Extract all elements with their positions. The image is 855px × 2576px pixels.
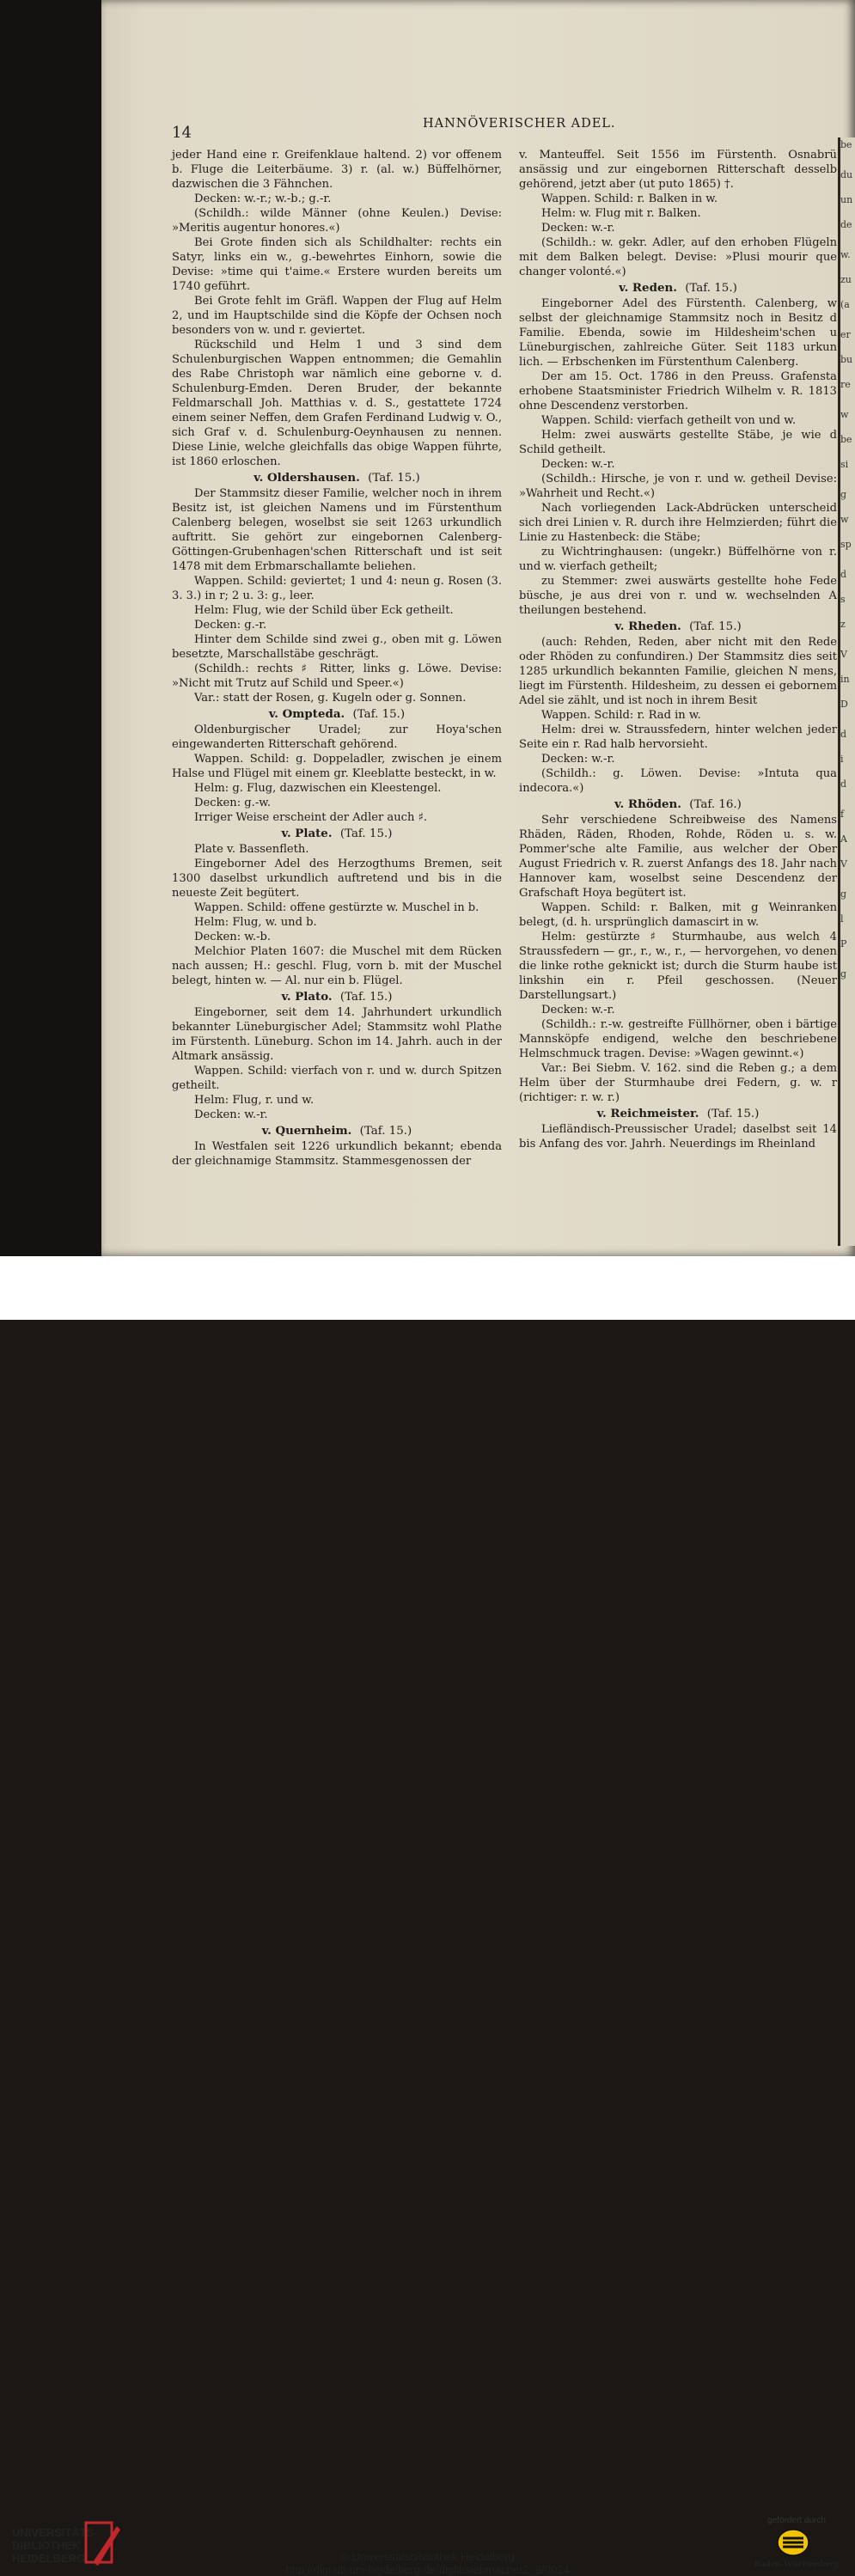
paragraph: Helm: drei w. Straussfedern, hinter welchen jeder Seite ein r. Rad halb hervorsieht. <box>519 723 837 751</box>
adjacent-page-edge <box>838 137 855 1246</box>
paragraph: Melchior Platen 1607: die Muschel mit dem Rücken nach aussen; H.: geschl. Flug, vorn b. mit der Muschel belegt, hinten w. — Al. nur ein b. Flügel. <box>172 945 502 987</box>
margin-fragment: de <box>840 219 852 230</box>
paragraph: Nach vorliegenden Lack-Abdrücken unterscheid sich drei Linien v. R. durch ihre Helmzierden; führt die Linie zu Hastenbeck: die Stäbe; <box>519 502 837 544</box>
logo-line: BIBLIOTHEK <box>12 2539 81 2552</box>
plate-reference: (Taf. 15.) <box>368 472 420 485</box>
paragraph: zu Stemmer: zwei auswärts gestellte hohe Fede büsche, je aus drei von r. und w. wechselnden A theilungen bestehend. <box>519 575 837 617</box>
margin-fragment: d <box>840 569 847 580</box>
family-name: v. Reden. <box>619 281 677 295</box>
paragraph: (Schildh.: g. Löwen. Devise: »Intuta qua indecora.«) <box>519 767 837 795</box>
family-name: v. Oldershausen. <box>253 471 360 485</box>
paragraph: Helm: Flug, w. und b. <box>194 916 317 929</box>
paragraph: Bei Grote fehlt im Gräfl. Wappen der Flug auf Helm 2, und im Hauptschilde sind die Köpfe der Ochsen noch besonders von w. und r. geviertet. <box>172 295 502 337</box>
right-text-column <box>519 148 837 1151</box>
entry-heading <box>519 281 837 296</box>
entry-heading <box>519 797 837 812</box>
paragraph: (Schildh.: wilde Männer (ohne Keulen.) Devise: »Meritis augentur honores.«) <box>172 207 502 235</box>
family-name: v. Plate. <box>281 827 333 840</box>
paragraph: (auch: Rehden, Reden, aber nicht mit den Rede oder Rhöden zu confundiren.) Der Stammsitz dies seit 1285 urkundlich bekannten Familie, gleichen N mens, liegt im Fürstenth. Hildesheim, zu dessen ei gebornem Adel sie zählt, und ist noch in ihrem Besit <box>519 636 837 707</box>
plate-reference: (Taf. 15.) <box>339 827 393 840</box>
funder-label: Baden-Württemberg <box>754 2559 840 2569</box>
paragraph: Wappen. Schild: g. Doppeladler, zwischen je einem Halse und Flügel mit einem gr. Kleeblatte besteckt, in w. <box>172 753 502 780</box>
paragraph: Plate v. Bassenfleth. <box>194 843 309 856</box>
entry-heading <box>519 1107 837 1121</box>
paragraph: Bei Grote finden sich als Schildhalter: rechts ein Satyr, links ein w., g.-bewehrtes Einhorn, sowie die Devise: »time qui t'aime.« Erstere wurden bereits um 1740 geführt. <box>172 236 502 293</box>
plate-reference: (Taf. 15.) <box>352 708 406 721</box>
paragraph: v. Manteuffel. Seit 1556 im Fürstenth. Osnabrü ansässig und zur eingebornen Ritterschaft desselb gehörend, jetzt aber (ut puto 1865) †. <box>519 149 837 191</box>
paragraph: (Schildh.: w. gekr. Adler, auf den erhoben Flügeln mit dem Balken belegt. Devise: »Plusi mourir que changer volonté.«) <box>519 236 837 278</box>
plate-reference: (Taf. 15.) <box>685 282 737 295</box>
family-name: v. Plato. <box>281 990 333 1004</box>
margin-fragment: bu <box>840 354 853 365</box>
plate-reference: (Taf. 15.) <box>359 1125 412 1138</box>
margin-fragment: d <box>840 729 847 740</box>
paragraph: (Schildh.: rechts ♯ Ritter, links g. Löwe. Devise: »Nicht mit Trutz auf Schild und Speer.«) <box>172 662 502 690</box>
margin-fragment: du <box>840 169 853 180</box>
paragraph: Eingeborner, seit dem 14. Jahrhundert urkundlich bekannter Lüneburgischer Adel; Stammsitz wohl Plathe im Fürstenth. Lüneburg. Schon im 14. Jahrh. auch in der Altmark ansässig. <box>172 1006 502 1063</box>
margin-fragment: f <box>840 809 845 820</box>
paragraph: Der Stammsitz dieser Familie, welcher noch in ihrem Besitz ist, ist gleichen Namens und im Fürstenthum Calenberg belegen, woselbst sie seit 1263 urkundlich auftritt. Sie gehört zur eingebornen Calenberg-Göttingen-Grubenhagen'schen Ritterschaft und ist seit 1478 mit dem Erbmarschallamte beliehen. <box>172 487 502 573</box>
plate-reference: (Taf. 15.) <box>706 1108 760 1120</box>
margin-fragment: be <box>840 139 852 150</box>
family-name: v. Rheden. <box>614 620 681 633</box>
paragraph: Helm: g. Flug, dazwischen ein Kleestengel. <box>194 782 442 795</box>
margin-fragment: w <box>840 514 849 525</box>
paragraph: (Schildh.: r.-w. gestreifte Füllhörner, oben i bärtige Mannsköpfe endigend, welche den beschriebene Helmschmuck tragen. Devise: »Wagen gewinnt.«) <box>519 1018 837 1060</box>
margin-fragment: (a <box>840 299 850 310</box>
logo-line: UNIVERSITÄTS- <box>12 2526 98 2539</box>
paragraph: Helm: zwei auswärts gestellte Stäbe, je wie d Schild getheilt. <box>519 429 837 456</box>
margin-fragment: un <box>840 194 853 205</box>
paragraph: Der am 15. Oct. 1786 in den Preuss. Grafensta erhobene Staatsminister Friedrich Wilhelm v. R. 1813 ohne Descendenz verstorben. <box>519 370 837 412</box>
entry-heading <box>172 990 502 1004</box>
paragraph: In Westfalen seit 1226 urkundlich bekannt; ebenda der gleichnamige Stammsitz. Stammesgenossen der <box>172 1140 502 1168</box>
margin-fragment: V <box>840 649 847 660</box>
family-name: v. Quernheim. <box>261 1124 352 1138</box>
paragraph: Helm: Flug, r. und w. <box>194 1094 315 1107</box>
paragraph: Decken: w.-r.; w.-b.; g.-r. <box>194 192 332 205</box>
paragraph: Decken: w.-r. <box>541 753 615 766</box>
paragraph: Var.: Bei Siebm. V. 162. sind die Reben g.; a dem Helm über der Sturmhaube drei Federn, g. w. r (richtiger: r. w. r.) <box>519 1062 837 1104</box>
paragraph: Wappen. Schild: vierfach getheilt von und w. <box>541 414 797 427</box>
left-text-column <box>172 148 502 1169</box>
funded-by-label: gefördert durch <box>767 2516 826 2525</box>
copyright-text: © Universitätsbibliothek Heidelberg <box>340 2550 515 2563</box>
margin-fragment: si <box>840 459 849 470</box>
margin-fragment: z <box>840 619 846 630</box>
paragraph: Helm: gestürzte ♯ Sturmhaube, aus welch 4 Straussfedern — gr., r., w., r., — hervorgehen, vo denen die linke rothe geknickt ist; durch die Sturm haube ist linkshin ein r. Pfeil geschossen. (Neuer Darstellungsart.) <box>519 931 837 1002</box>
paragraph: Decken: w.-r. <box>194 1108 268 1121</box>
margin-fragment: d <box>840 778 847 790</box>
entry-heading <box>172 707 502 722</box>
paragraph: zu Wichtringhausen: (ungekr.) Büffelhörne von r. und w. vierfach getheilt; <box>519 546 837 573</box>
paragraph: Decken: w.-r. <box>541 1004 615 1016</box>
paragraph: Oldenburgischer Uradel; zur Hoya'schen eingewanderten Ritterschaft gehörend. <box>172 723 502 751</box>
paragraph: Wappen. Schild: geviertet; 1 und 4: neun g. Rosen (3. 3. 3.) in r; 2 u. 3: g., leer. <box>172 575 502 602</box>
paragraph: Decken: w.-r. <box>541 222 615 235</box>
paragraph: Eingeborner Adel des Herzogthums Bremen, seit 1300 daselbst urkundlich auftretend und bis in die neueste Zeit begütert. <box>172 858 502 900</box>
paragraph: Decken: w.-r. <box>541 458 615 471</box>
paragraph: Helm: Flug, wie der Schild über Eck getheilt. <box>194 604 454 617</box>
paragraph: Liefländisch-Preussischer Uradel; daselbst seit 14 bis Anfang des vor. Jahrh. Neuerdings im Rheinland <box>519 1123 837 1151</box>
margin-fragment: er <box>840 329 851 340</box>
paragraph: Var.: statt der Rosen, g. Kugeln oder g. Sonnen. <box>194 692 467 705</box>
margin-fragment: i <box>840 754 844 765</box>
page-number: 14 <box>172 124 192 142</box>
paragraph: Hinter dem Schilde sind zwei g., oben mit g. Löwen besetzte, Marschallstäbe geschrägt. <box>172 633 502 661</box>
running-head: HANNÖVERISCHER ADEL. <box>423 117 616 131</box>
margin-fragment: g <box>840 968 847 980</box>
paragraph: Decken: g.-r. <box>194 619 267 632</box>
margin-fragment: A <box>840 833 847 845</box>
margin-fragment: re <box>840 379 851 390</box>
margin-fragment: be <box>840 434 852 445</box>
margin-fragment: P <box>840 938 847 949</box>
margin-fragment: sp <box>840 539 852 550</box>
margin-fragment: s <box>840 594 846 605</box>
logo-line: HEIDELBERG <box>12 2552 86 2565</box>
paragraph: Eingeborner Adel des Fürstenth. Calenberg, w selbst der gleichnamige Stammsitz noch in Besitz d Familie. Ebenda, sowie im Hildesheim'schen u Lüneburgischen, zahlreiche Güter. Seit 1183 urkun lich. — Erbschenken im Fürstenthum Calenberg. <box>519 297 837 369</box>
entry-heading <box>172 1124 502 1138</box>
scan-area <box>0 0 855 1256</box>
paragraph: Wappen. Schild: r. Rad in w. <box>541 709 701 722</box>
paragraph: (Schildh.: Hirsche, je von r. und w. getheil Devise: »Wahrheit und Recht.«) <box>519 473 837 500</box>
margin-fragment: w. <box>840 249 851 260</box>
paragraph: Wappen. Schild: r. Balken in w. <box>541 192 718 205</box>
paragraph: Decken: w.-b. <box>194 931 272 943</box>
entry-heading <box>519 620 837 634</box>
permalink[interactable]: http://digi.ub.uni-heidelberg.de/diglit/siebmacher2_9/0024 <box>285 2563 570 2576</box>
paragraph: Irriger Weise erscheint der Adler auch ♯. <box>194 811 428 824</box>
family-name: v. Ompteda. <box>268 707 345 721</box>
plate-reference: (Taf. 15.) <box>339 991 393 1004</box>
paragraph: Wappen. Schild: r. Balken, mit g Weinranken belegt, (d. h. ursprünglich damascirt in w. <box>519 901 837 929</box>
entry-heading <box>172 827 502 841</box>
margin-fragment: zu <box>840 274 852 285</box>
paragraph: Decken: g.-w. <box>194 797 272 809</box>
paragraph: Sehr verschiedene Schreibweise des Namens Rhäden, Räden, Rhoden, Rohde, Röden u. s. w. Pommer'sche alte Familie, aus welcher der Ober August Friedrich v. R. zuerst Anfangs des 18. Jahr nach Hannover kam, woselbst seine Descendenz der Grafschaft Hoya begütert ist. <box>519 814 837 900</box>
paragraph: Wappen. Schild: vierfach von r. und w. durch Spitzen getheilt. <box>172 1065 502 1092</box>
paragraph: Helm: w. Flug mit r. Balken. <box>541 207 701 220</box>
margin-fragment: V <box>840 858 847 870</box>
margin-fragment: D <box>840 699 848 710</box>
family-name: v. Rhöden. <box>614 797 681 811</box>
baden-wuerttemberg-coat-of-arms-icon <box>776 2528 810 2557</box>
family-name: v. Reichmeister. <box>596 1107 699 1120</box>
paragraph: jeder Hand eine r. Greifenklaue haltend. 2) vor offenem b. Fluge die Leiterbäume. 3) r. (al. w.) Büffelhörner, dazwischen die 3 Fähnchen. <box>172 149 502 191</box>
paragraph: Rückschild und Helm 1 und 3 sind dem Schulenburgischen Wappen entnommen; die Gemahlin des Rabe Christoph war nämlich eine geborne v. d. Schulenburg-Emden. Deren Bruder, der bekannte Feldmarschall Joh. Matthias v. d. S., gestattete 1724 einem seiner Neffen, dem Grafen Ferdinand Ludwig v. O., sich Graf v. d. Schulenburg-Oeynhausen zu nennen. Diese Linie, welche gleichfalls das obige Wappen führte, ist 1860 erloschen. <box>172 339 502 468</box>
paragraph: Wappen. Schild: offene gestürzte w. Muschel in b. <box>194 901 479 914</box>
footer-bar <box>0 1256 855 2576</box>
margin-fragment: g <box>840 888 847 900</box>
margin-fragment: g <box>840 489 847 500</box>
margin-fragment: in <box>840 674 850 685</box>
footer-credit <box>0 2550 855 2576</box>
plate-reference: (Taf. 15.) <box>689 620 742 633</box>
plate-reference: (Taf. 16.) <box>689 798 742 811</box>
margin-fragment: l <box>840 913 844 925</box>
margin-fragment: w <box>840 409 849 420</box>
entry-heading <box>172 471 502 485</box>
